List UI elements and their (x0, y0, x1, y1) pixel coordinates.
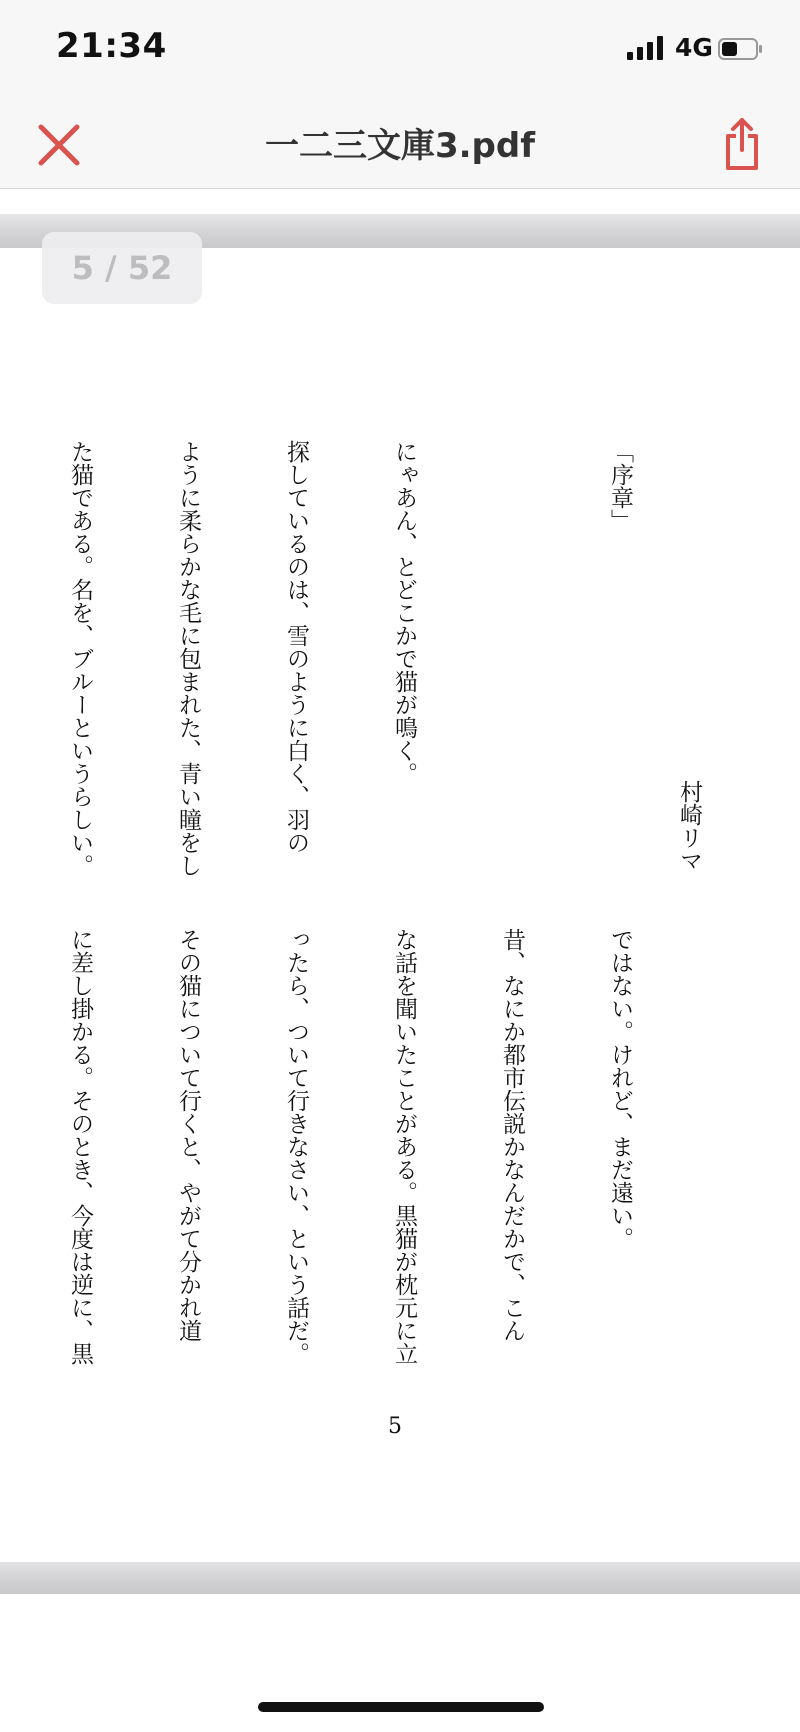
text-column: その猫について行くと、やがて分かれ道 (175, 928, 201, 1342)
page-indicator: 5 / 52 (42, 232, 202, 304)
page-number: 5 (388, 1414, 402, 1439)
text-column: ように柔らかな毛に包まれた、青い瞳をし (175, 440, 201, 877)
status-bar (0, 0, 800, 100)
close-icon[interactable] (36, 122, 82, 168)
status-time: 21:34 (56, 26, 167, 66)
page-separator (0, 1562, 800, 1594)
text-column: な話を聞いたことがある。黒猫が枕元に立 (391, 928, 417, 1365)
battery-icon (718, 38, 764, 60)
document-title: 一二三文庫3.pdf (264, 126, 536, 166)
text-column: 昔、なにか都市伝説かなんだかで、こん (499, 928, 525, 1342)
cellular-signal-icon (627, 36, 665, 60)
text-column: ではない。けれど、まだ遠い。 (607, 928, 633, 1250)
share-icon[interactable] (722, 116, 762, 172)
text-column: にゃあん、とどこかで猫が鳴く。 (391, 440, 417, 785)
text-column: 探しているのは、雪のように白く、羽の (283, 440, 309, 854)
text-column: た猫である。名を、ブルーというらしい。 (67, 440, 93, 877)
text-column: ったら、ついて行きなさい、という話だ。 (283, 928, 309, 1365)
home-indicator[interactable] (258, 1702, 544, 1712)
chapter-title: 「序章」 (607, 440, 633, 532)
network-type: 4G (675, 33, 713, 62)
text-column: に差し掛かる。そのとき、今度は逆に、黒 (67, 928, 93, 1365)
text-block-bottom (0, 928, 710, 1398)
text-column-spacer (494, 440, 530, 910)
author-name: 村崎リマ (676, 780, 702, 872)
navigation-bar (0, 100, 800, 189)
text-block-top (0, 440, 710, 910)
